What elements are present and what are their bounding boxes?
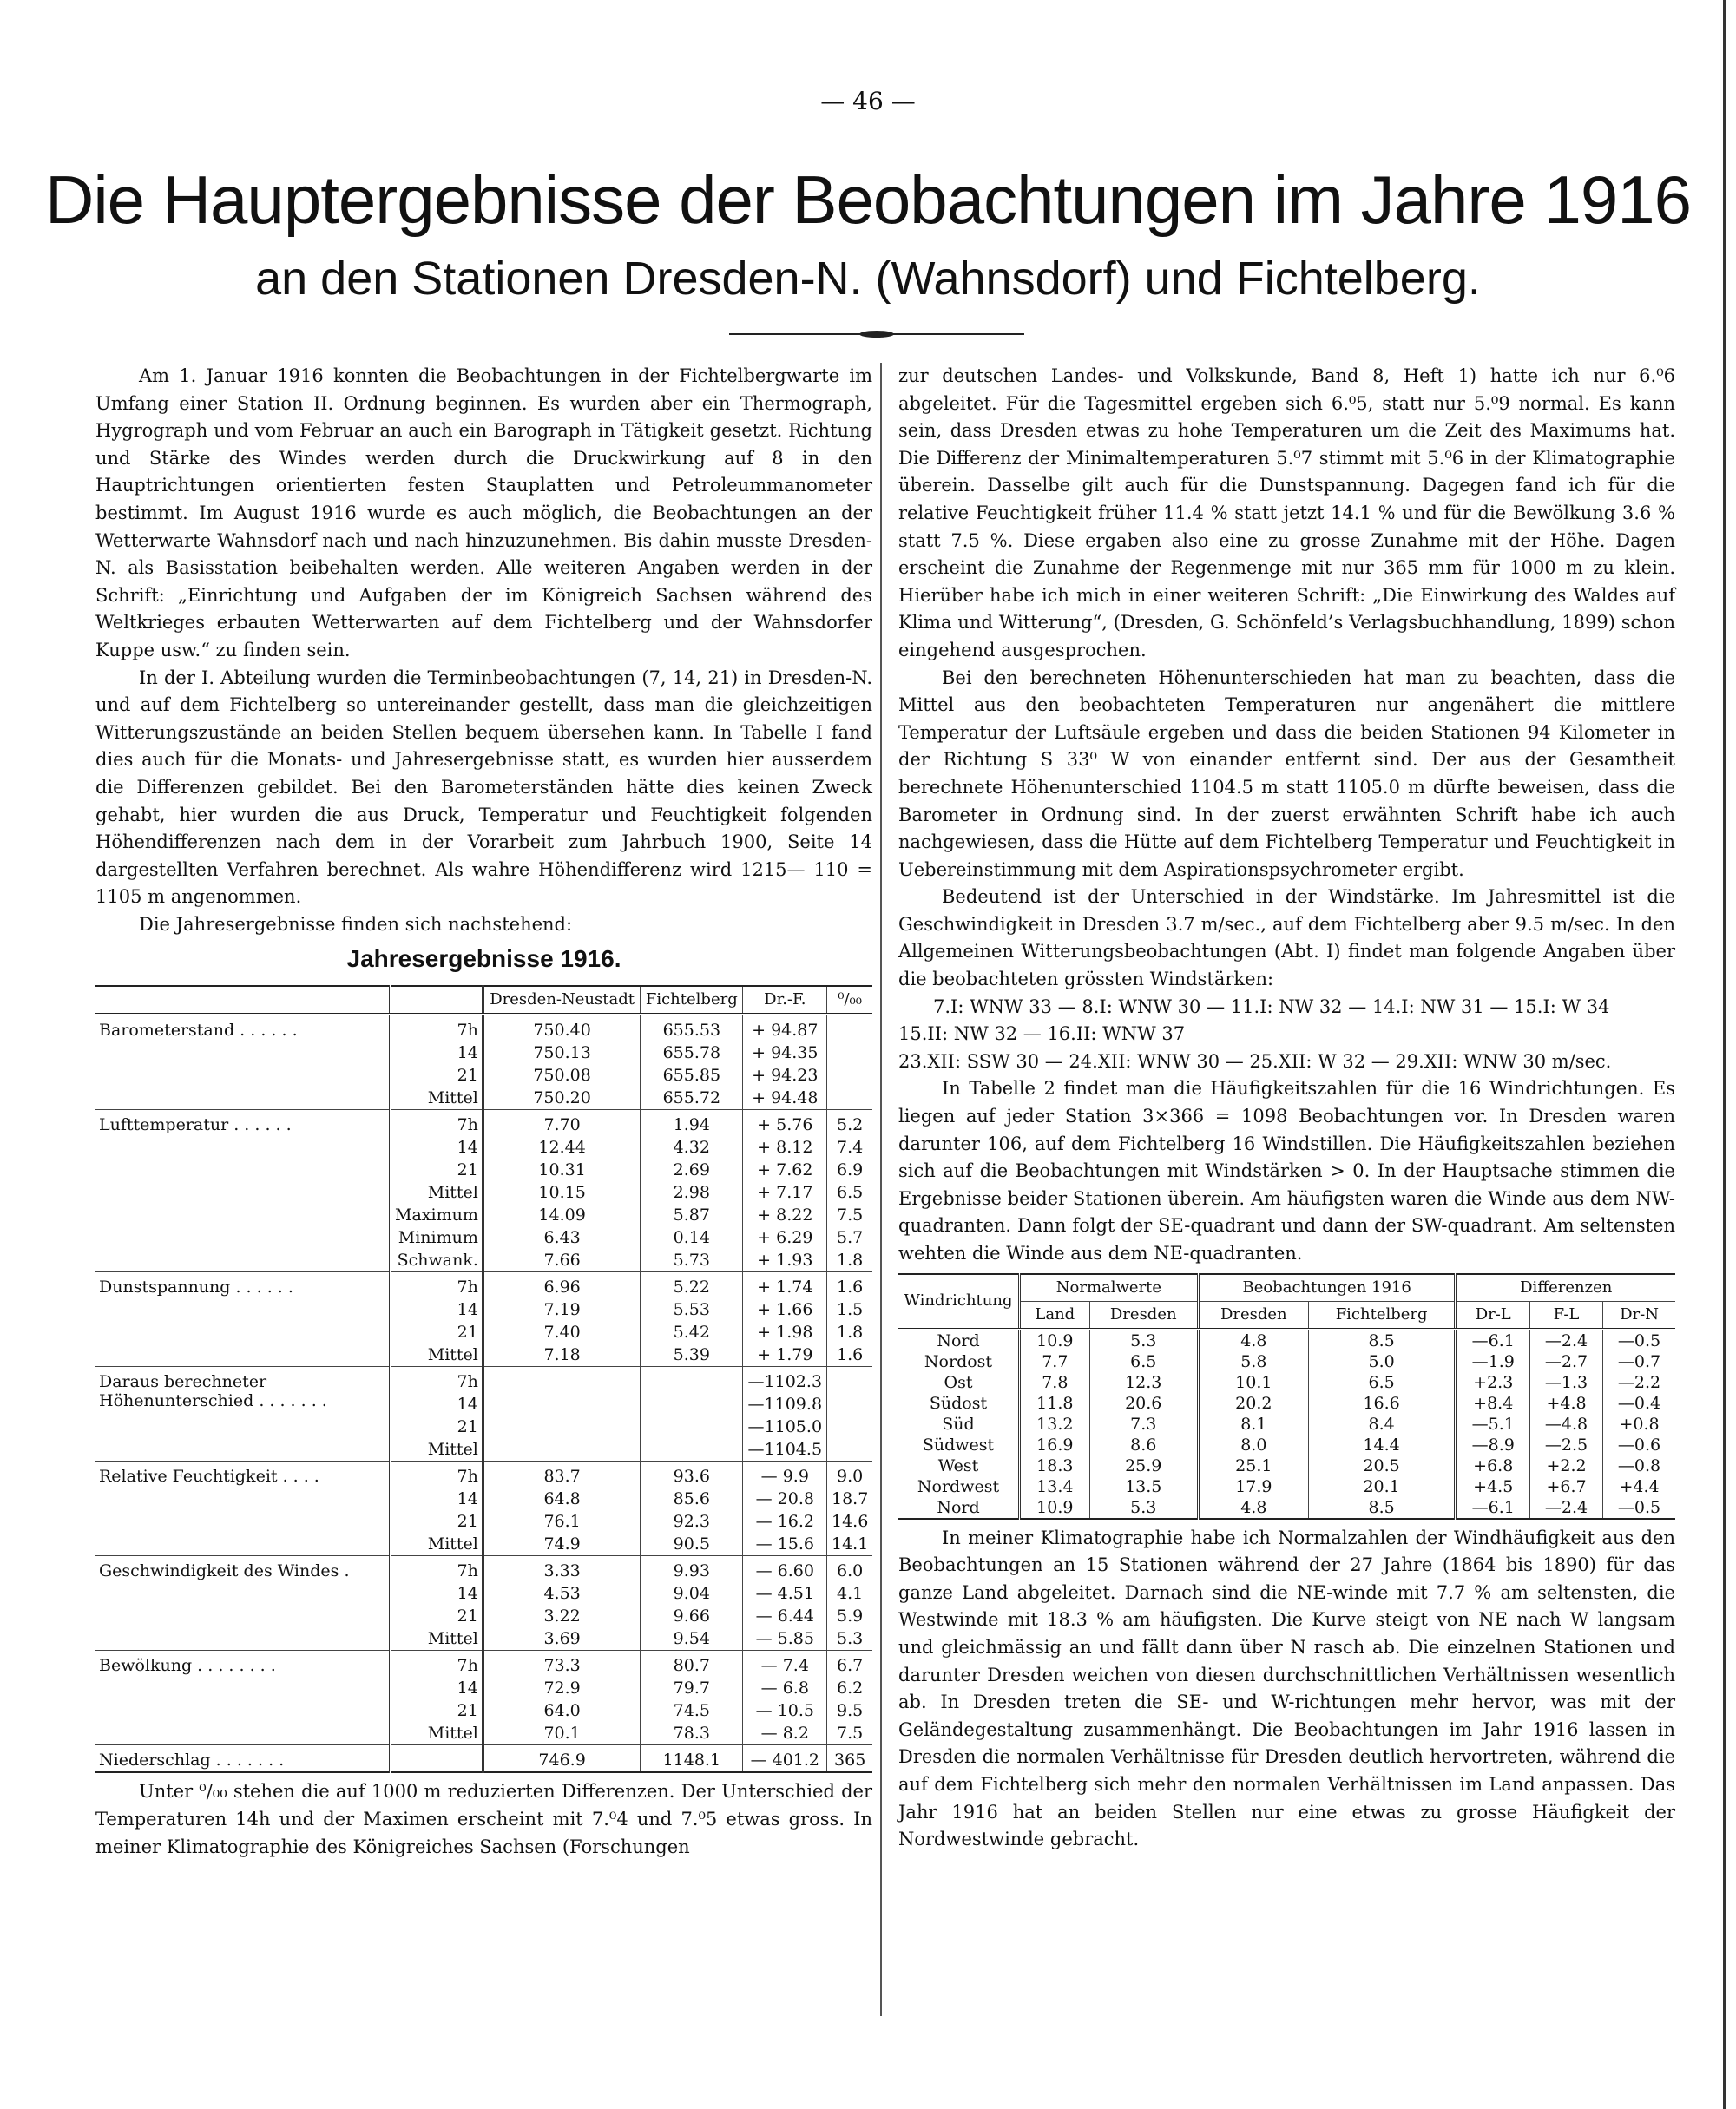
term-cell: 21	[391, 1510, 483, 1533]
table-row	[95, 1556, 872, 1583]
fichtelberg-value: 9.54	[641, 1627, 743, 1651]
permille-value	[827, 1015, 872, 1042]
obs-fichtelberg: 8.4	[1308, 1414, 1456, 1435]
permille-value: 9.0	[827, 1462, 872, 1488]
difference-value: — 6.44	[743, 1605, 827, 1627]
wind-direction: Nordwest	[917, 1476, 1000, 1496]
fichtelberg-value: 2.69	[641, 1159, 743, 1181]
fichtelberg-value: 74.5	[641, 1699, 743, 1722]
term-cell: 7h	[391, 1110, 483, 1137]
obs-fichtelberg: 8.5	[1308, 1497, 1456, 1519]
diff-dr-l: —6.1	[1456, 1329, 1530, 1351]
right-paragraph-5: In meiner Klimatographie habe ich Normalzahlen der Windhäufigkeit aus den Beobachtungen an 15 Stationen während der 27 Jahre (1864 bis 1890) für das ganze Land abgeleitet. Darnach sind die NE-winde mit 7.7 % am seltensten, die Westwinde mit 18.3 % am häufigsten. Die Kurve steigt von NE nach W langsam und gleichmässig an und fällt dann über N rasch ab. Die einzelnen Stationen und darunter Dresden weichen von diesen durchschnittlichen Verhältnissen wesentlich ab. In Dresden treten die SE- und W-richtungen mehr hervor, was mit der Geländegestaltung zusammenhängt. Die Beobachtungen im Jahr 1916 lassen in Dresden die normalen Verhältnisse für Dresden deutlich hervortreten, während die auf dem Fichtelberg sich mehr den normalen Verhältnissen im Land anpassen. Das Jahr 1916 hat an beiden Stellen nur eine etwas zu grosse Häufigkeit der Nordwestwinde gebracht.	[898, 1527, 1675, 1850]
difference-value: — 401.2	[743, 1745, 827, 1773]
dresden-value: 64.8	[483, 1488, 640, 1510]
header-f-l: F-L	[1530, 1301, 1603, 1329]
header-diff: Dr.-F.	[743, 986, 827, 1015]
fichtelberg-value: 9.66	[641, 1605, 743, 1627]
normal-land: 7.8	[1020, 1372, 1090, 1393]
diff-f-l: +4.8	[1530, 1393, 1603, 1414]
diff-f-l: +2.2	[1530, 1455, 1603, 1476]
dresden-value: 12.44	[483, 1136, 640, 1159]
fichtelberg-value: 80.7	[641, 1651, 743, 1678]
term-cell: 14	[391, 1393, 483, 1416]
wind-direction: Südwest	[922, 1435, 995, 1455]
quantity-label: Daraus berechneter Höhenunterschied . . . . . . .	[95, 1367, 391, 1462]
term-cell: 14	[391, 1582, 483, 1605]
column-divider	[880, 363, 882, 2016]
normal-dresden: 12.3	[1089, 1372, 1198, 1393]
dresden-value: 3.33	[483, 1556, 640, 1583]
dresden-value: 10.15	[483, 1181, 640, 1204]
dresden-value	[483, 1393, 640, 1416]
term-cell: Mittel	[391, 1627, 483, 1651]
difference-value: + 1.74	[743, 1272, 827, 1299]
dresden-value: 3.22	[483, 1605, 640, 1627]
table-row	[95, 1651, 872, 1678]
wind-direction: Nordost	[924, 1351, 993, 1371]
difference-value: — 4.51	[743, 1582, 827, 1605]
header-norm-dresden: Dresden	[1089, 1301, 1198, 1329]
normal-land: 18.3	[1020, 1455, 1090, 1476]
quantity-label: Dunstspannung . . . . . .	[95, 1272, 391, 1367]
term-cell: Mittel	[391, 1087, 483, 1110]
dresden-value	[483, 1367, 640, 1394]
dresden-value: 7.18	[483, 1344, 640, 1367]
left-paragraph-2: In der I. Abteilung wurden die Terminbeobachtungen (7, 14, 21) in Dresden-N. und auf dem Fichtelberg so untereinander gestellt, dass man die gleichzeitigen Witterungszustände an beiden Stellen bequem übersehen kann. In Tabelle I fand dies auch für die Monats- und Jahresergebnisse statt, es wurden hier ausserdem die Differenzen gebildet. Bei den Barometerständen hätte dies keinen Zweck gehabt, hier wurden die aus Druck, Temperatur und Feuchtigkeit folgenden Höhendifferenzen nach dem in der Vorarbeit zum Jahrbuch 1900, Seite 14 dargestellten Verfahren berechnet. Als wahre Höhendifferenz wird 1215— 110 = 1105 m angenommen.	[95, 667, 872, 908]
header-obs-fichtelberg: Fichtelberg	[1308, 1301, 1456, 1329]
term-cell: 21	[391, 1321, 483, 1344]
difference-value: — 15.6	[743, 1533, 827, 1556]
table-row	[898, 1435, 1675, 1455]
permille-value	[827, 1087, 872, 1110]
diff-f-l: —4.8	[1530, 1414, 1603, 1435]
dresden-value: 74.9	[483, 1533, 640, 1556]
header-dr-l: Dr-L	[1456, 1301, 1530, 1329]
dresden-value: 6.43	[483, 1226, 640, 1249]
table-row	[95, 1367, 872, 1394]
difference-value: + 7.62	[743, 1159, 827, 1181]
difference-value: + 1.66	[743, 1298, 827, 1321]
dresden-value: 73.3	[483, 1651, 640, 1678]
fichtelberg-value: 85.6	[641, 1488, 743, 1510]
term-cell: 14	[391, 1677, 483, 1699]
dresden-value	[483, 1416, 640, 1438]
page-edge-rule	[1723, 0, 1726, 2109]
permille-value: 1.6	[827, 1272, 872, 1299]
term-cell: Maximum	[391, 1204, 483, 1226]
page-subtitle: an den Stationen Dresden-N. (Wahnsdorf) und Fichtelberg.	[255, 253, 1481, 305]
annual-results-table-title: Jahresergebnisse 1916.	[346, 945, 621, 973]
difference-value: + 5.76	[743, 1110, 827, 1137]
diff-f-l: —2.7	[1530, 1351, 1603, 1372]
header-permille: ⁰/₀₀	[827, 986, 872, 1015]
page-title: Die Hauptergebnisse der Beobachtungen im Jahre 1916	[45, 161, 1691, 238]
header-wind-direction: Windrichtung	[898, 1274, 1020, 1330]
term-cell	[391, 1745, 483, 1773]
quantity-label: Relative Feuchtigkeit . . . .	[95, 1462, 391, 1556]
table-row	[898, 1414, 1675, 1435]
permille-value: 7.5	[827, 1204, 872, 1226]
normal-dresden: 20.6	[1089, 1393, 1198, 1414]
term-cell: 21	[391, 1064, 483, 1087]
permille-value: 1.6	[827, 1344, 872, 1367]
header-dresden: Dresden-Neustadt	[483, 986, 640, 1015]
permille-value	[827, 1416, 872, 1438]
fichtelberg-value: 90.5	[641, 1533, 743, 1556]
diff-dr-n: +4.4	[1603, 1476, 1675, 1497]
obs-fichtelberg: 6.5	[1308, 1372, 1456, 1393]
dresden-value: 750.08	[483, 1064, 640, 1087]
wind-direction: Süd	[942, 1414, 975, 1434]
left-paragraph-4: Unter ⁰/₀₀ stehen die auf 1000 m reduzierten Differenzen. Der Unterschied der Temperaturen 14h und der Maximen erscheint mit 7.⁰4 und 7.⁰5 etwas gross. In meiner Klimatographie des Königreiches Sachsen (Forschungen	[95, 1781, 872, 1857]
difference-value: — 5.85	[743, 1627, 827, 1651]
diff-dr-l: +2.3	[1456, 1372, 1530, 1393]
diff-dr-l: —8.9	[1456, 1435, 1530, 1455]
normal-dresden: 7.3	[1089, 1414, 1198, 1435]
difference-value: + 8.22	[743, 1204, 827, 1226]
permille-value: 9.5	[827, 1699, 872, 1722]
normal-land: 7.7	[1020, 1351, 1090, 1372]
permille-value: 7.5	[827, 1722, 872, 1745]
quantity-label: Geschwindigkeit des Windes .	[95, 1556, 391, 1651]
permille-value	[827, 1041, 872, 1064]
diff-dr-l: —1.9	[1456, 1351, 1530, 1372]
diff-dr-l: +8.4	[1456, 1393, 1530, 1414]
difference-value: — 9.9	[743, 1462, 827, 1488]
fichtelberg-value	[641, 1393, 743, 1416]
table-row	[898, 1329, 1675, 1351]
normal-dresden: 13.5	[1089, 1476, 1198, 1497]
right-paragraph-3: Bedeutend ist der Unterschied in der Windstärke. Im Jahresmittel ist die Geschwindigkeit in Dresden 3.7 m/sec., auf dem Fichtelberg aber 9.5 m/sec. In den Allgemeinen Witterungsbeobachtungen (Abt. I) findet man folgende Angaben über die beobachteten grössten Windstärken:	[898, 886, 1675, 990]
obs-fichtelberg: 5.0	[1308, 1351, 1456, 1372]
difference-value: + 1.93	[743, 1249, 827, 1272]
fichtelberg-value: 2.98	[641, 1181, 743, 1204]
fichtelberg-value: 1.94	[641, 1110, 743, 1137]
difference-value: — 16.2	[743, 1510, 827, 1533]
quantity-label: Barometerstand . . . . . .	[95, 1015, 391, 1110]
obs-fichtelberg: 20.5	[1308, 1455, 1456, 1476]
normal-land: 16.9	[1020, 1435, 1090, 1455]
difference-value: + 94.35	[743, 1041, 827, 1064]
diff-dr-n: —0.7	[1603, 1351, 1675, 1372]
term-cell: 7h	[391, 1462, 483, 1488]
difference-value: + 94.87	[743, 1015, 827, 1042]
term-cell: 7h	[391, 1367, 483, 1394]
fichtelberg-value	[641, 1438, 743, 1462]
dresden-value	[483, 1438, 640, 1462]
wind-direction: Südost	[929, 1393, 988, 1413]
difference-value: — 6.60	[743, 1556, 827, 1583]
wind-frequency-body	[898, 1329, 1675, 1519]
table-row	[898, 1476, 1675, 1497]
dresden-value: 83.7	[483, 1462, 640, 1488]
dresden-value: 72.9	[483, 1677, 640, 1699]
obs-dresden: 20.2	[1198, 1393, 1308, 1414]
fichtelberg-value: 5.22	[641, 1272, 743, 1299]
permille-value: 5.7	[827, 1226, 872, 1249]
diff-f-l: +6.7	[1530, 1476, 1603, 1497]
obs-dresden: 4.8	[1198, 1497, 1308, 1519]
permille-value: 365	[827, 1745, 872, 1773]
wind-maxima-line-2: 15.II: NW 32 — 16.II: WNW 37	[898, 1023, 1186, 1045]
permille-value: 14.1	[827, 1533, 872, 1556]
table-row	[95, 1015, 872, 1042]
permille-value: 18.7	[827, 1488, 872, 1510]
permille-value: 1.5	[827, 1298, 872, 1321]
fichtelberg-value: 9.93	[641, 1556, 743, 1583]
diff-dr-n: —2.2	[1603, 1372, 1675, 1393]
right-paragraph-4: In Tabelle 2 findet man die Häufigkeitszahlen für die 16 Windrichtungen. Es liegen auf jeder Station 3×366 = 1098 Beobachtungen vor. In Dresden waren darunter 106, auf dem Fichtelberg 16 Windstillen. Die Häufigkeitszahlen beziehen sich auf die Beobachtungen mit Windstärken > 0. In der Hauptsache stimmen die Ergebnisse beider Stationen überein. Am häufigsten waren die Winde aus dem NW-quadranten. Dann folgt der SE-quadrant und dann der SW-quadrant. Am seltensten wehten die Winde aus dem NE-quadranten.	[898, 1078, 1675, 1264]
wind-maxima-line-3: 23.XII: SSW 30 — 24.XII: WNW 30 — 25.XII: W 32 — 29.XII: WNW 30 m/sec.	[898, 1050, 1612, 1072]
header-fichtelberg: Fichtelberg	[641, 986, 743, 1015]
dresden-value: 10.31	[483, 1159, 640, 1181]
term-cell: 21	[391, 1159, 483, 1181]
permille-value: 6.5	[827, 1181, 872, 1204]
difference-value: — 20.8	[743, 1488, 827, 1510]
fichtelberg-value: 79.7	[641, 1677, 743, 1699]
difference-value: — 8.2	[743, 1722, 827, 1745]
obs-fichtelberg: 20.1	[1308, 1476, 1456, 1497]
dresden-value: 7.70	[483, 1110, 640, 1137]
difference-value: — 6.8	[743, 1677, 827, 1699]
wind-direction: Ost	[944, 1372, 973, 1392]
annual-results-table	[95, 985, 872, 1773]
fichtelberg-value: 92.3	[641, 1510, 743, 1533]
diff-dr-l: —5.1	[1456, 1414, 1530, 1435]
header-land: Land	[1020, 1301, 1090, 1329]
header-obs-dresden: Dresden	[1198, 1301, 1308, 1329]
permille-value: 14.6	[827, 1510, 872, 1533]
diff-f-l: —2.5	[1530, 1435, 1603, 1455]
right-column	[898, 363, 1675, 1854]
term-cell: 14	[391, 1488, 483, 1510]
fichtelberg-value: 0.14	[641, 1226, 743, 1249]
permille-value	[827, 1393, 872, 1416]
dresden-value: 7.19	[483, 1298, 640, 1321]
left-paragraph-1: Am 1. Januar 1916 konnten die Beobachtungen in der Fichtelbergwarte im Umfang einer Station II. Ordnung beginnen. Es wurden aber ein Thermograph, Hygrograph und vom Februar an auch ein Barograph in Tätigkeit gesetzt. Richtung und Stärke des Windes werden durch die Druckwirkung auf 8 in den Hauptrichtungen orientierten festen Stauplatten und Petroleummanometer bestimmt. Im August 1916 wurde es auch möglich, die Beobachtungen an der Wetterwarte Wahnsdorf nach und nach hinzuzunehmen. Bis dahin musste Dresden-N. als Basisstation beibehalten werden. Alle weiteren Angaben werden in der Schrift: „Einrichtung und Aufgaben der im Königreich Sachsen während des Weltkrieges erbauten Wetterwarten auf dem Fichtelberg und der Wahnsdorfer Kuppe usw.“ zu finden sein.	[95, 365, 872, 660]
table-row	[95, 1462, 872, 1488]
header-observations-1916: Beobachtungen 1916	[1198, 1274, 1456, 1302]
fichtelberg-value: 5.87	[641, 1204, 743, 1226]
normal-dresden: 5.3	[1089, 1329, 1198, 1351]
normal-land: 13.2	[1020, 1414, 1090, 1435]
dresden-value: 750.13	[483, 1041, 640, 1064]
fichtelberg-value: 9.04	[641, 1582, 743, 1605]
quantity-label: Lufttemperatur . . . . . .	[95, 1110, 391, 1272]
diff-dr-n: —0.5	[1603, 1329, 1675, 1351]
dresden-value: 3.69	[483, 1627, 640, 1651]
dresden-value: 64.0	[483, 1699, 640, 1722]
term-cell: Mittel	[391, 1533, 483, 1556]
wind-direction: Nord	[937, 1497, 980, 1517]
fichtelberg-value: 5.42	[641, 1321, 743, 1344]
permille-value: 1.8	[827, 1321, 872, 1344]
difference-value: —1104.5	[743, 1438, 827, 1462]
title-ornament	[729, 333, 1024, 338]
permille-value	[827, 1438, 872, 1462]
fichtelberg-value: 1148.1	[641, 1745, 743, 1773]
difference-value: + 6.29	[743, 1226, 827, 1249]
dresden-value: 7.40	[483, 1321, 640, 1344]
term-cell: Mittel	[391, 1181, 483, 1204]
term-cell: Mittel	[391, 1722, 483, 1745]
dresden-value: 70.1	[483, 1722, 640, 1745]
fichtelberg-value: 5.39	[641, 1344, 743, 1367]
fichtelberg-value: 4.32	[641, 1136, 743, 1159]
wind-direction: West	[937, 1455, 979, 1475]
table-row	[898, 1497, 1675, 1519]
dresden-value: 4.53	[483, 1582, 640, 1605]
term-cell: 21	[391, 1416, 483, 1438]
header-normal-values: Normalwerte	[1020, 1274, 1199, 1302]
right-paragraph-1: zur deutschen Landes- und Volkskunde, Band 8, Heft 1) hatte ich nur 6.⁰6 abgeleitet. Für die Tagesmittel ergeben sich 6.⁰5, statt nur 5.⁰9 normal. Es kann sein, dass Dresden etwas zu hohe Temperaturen um die Zeit des Maximums hat. Die Differenz der Minimaltemperaturen 5.⁰7 stimmt mit 5.⁰6 in der Klimatographie überein. Dasselbe gilt auch für die Dunstspannung. Dagegen fand ich für die relative Feuchtigkeit früher 11.4 % statt jetzt 14.1 % und für die Bewölkung 3.6 % statt 7.5 %. Diese ergaben also eine zu grosse Zunahme mit der Höhe. Dagen erscheint die Zunahme der Regenmenge mit nur 365 mm für 1000 m zu klein. Hierüber habe ich mich in einer weiteren Schrift: „Die Einwirkung des Waldes auf Klima und Witterung“, (Dresden, G. Schönfeld’s Verlagsbuchhandlung, 1899) schon eingehend ausgesprochen.	[898, 365, 1675, 660]
obs-dresden: 8.0	[1198, 1435, 1308, 1455]
normal-dresden: 6.5	[1089, 1351, 1198, 1372]
permille-value: 1.8	[827, 1249, 872, 1272]
term-cell: 7h	[391, 1651, 483, 1678]
diff-dr-n: —0.8	[1603, 1455, 1675, 1476]
fichtelberg-value	[641, 1367, 743, 1394]
obs-dresden: 25.1	[1198, 1455, 1308, 1476]
term-cell: 14	[391, 1298, 483, 1321]
table-row	[898, 1351, 1675, 1372]
term-cell: 7h	[391, 1272, 483, 1299]
diff-f-l: —2.4	[1530, 1497, 1603, 1519]
header-dr-n: Dr-N	[1603, 1301, 1675, 1329]
fichtelberg-value: 655.78	[641, 1041, 743, 1064]
fichtelberg-value	[641, 1416, 743, 1438]
wind-frequency-table	[898, 1273, 1675, 1520]
term-cell: Schwank.	[391, 1249, 483, 1272]
annual-results-body	[95, 1015, 872, 1773]
permille-value: 6.0	[827, 1556, 872, 1583]
permille-value: 5.3	[827, 1627, 872, 1651]
normal-land: 10.9	[1020, 1497, 1090, 1519]
normal-land: 10.9	[1020, 1329, 1090, 1351]
obs-fichtelberg: 14.4	[1308, 1435, 1456, 1455]
obs-fichtelberg: 8.5	[1308, 1329, 1456, 1351]
left-column	[95, 363, 872, 1861]
left-paragraph-3: Die Jahresergebnisse finden sich nachstehend:	[139, 913, 573, 935]
table-row	[95, 1110, 872, 1137]
difference-value: + 8.12	[743, 1136, 827, 1159]
permille-value: 7.4	[827, 1136, 872, 1159]
term-cell: 14	[391, 1041, 483, 1064]
right-paragraph-2: Bei den berechneten Höhenunterschieden hat man zu beachten, dass die Mittel aus den beobachteten Temperaturen nur angenähert die mittlere Temperatur der Luftsäule ergeben und dass die beiden Stationen 94 Kilometer in der Richtung S 33⁰ W von einander entfernt sind. Der aus der Gesamtheit berechnete Höhenunterschied 1104.5 m statt 1105.0 m dürfte beweisen, dass die Barometer in Ordnung sind. In der zuerst erwähnten Schrift habe ich auch nachgewiesen, dass die Hütte auf dem Fichtelberg Temperatur und Feuchtigkeit in Uebereinstimmung mit dem Aspirationspsychrometer ergibt.	[898, 667, 1675, 880]
obs-dresden: 10.1	[1198, 1372, 1308, 1393]
difference-value: — 10.5	[743, 1699, 827, 1722]
permille-value: 6.9	[827, 1159, 872, 1181]
diff-f-l: —2.4	[1530, 1329, 1603, 1351]
term-cell: Mittel	[391, 1438, 483, 1462]
header-term	[391, 986, 483, 1015]
normal-dresden: 8.6	[1089, 1435, 1198, 1455]
dresden-value: 6.96	[483, 1272, 640, 1299]
dresden-value: 76.1	[483, 1510, 640, 1533]
fichtelberg-value: 78.3	[641, 1722, 743, 1745]
difference-value: —1109.8	[743, 1393, 827, 1416]
difference-value: + 94.48	[743, 1087, 827, 1110]
obs-dresden: 8.1	[1198, 1414, 1308, 1435]
quantity-label: Niederschlag . . . . . . .	[95, 1745, 391, 1773]
dresden-value: 746.9	[483, 1745, 640, 1773]
term-cell: 7h	[391, 1556, 483, 1583]
fichtelberg-value: 5.73	[641, 1249, 743, 1272]
term-cell: Mittel	[391, 1344, 483, 1367]
header-empty	[95, 986, 391, 1015]
normal-dresden: 25.9	[1089, 1455, 1198, 1476]
normal-land: 13.4	[1020, 1476, 1090, 1497]
wind-maxima-line-1: 7.I: WNW 33 — 8.I: WNW 30 — 11.I: NW 32 — 14.I: NW 31 — 15.I: W 34	[933, 995, 1610, 1017]
dresden-value: 750.20	[483, 1087, 640, 1110]
wind-direction: Nord	[937, 1330, 980, 1350]
fichtelberg-value: 655.53	[641, 1015, 743, 1042]
term-cell: 21	[391, 1605, 483, 1627]
table-row	[898, 1393, 1675, 1414]
table-row	[95, 1745, 872, 1773]
fichtelberg-value: 655.72	[641, 1087, 743, 1110]
term-cell: 7h	[391, 1015, 483, 1042]
difference-value: + 7.17	[743, 1181, 827, 1204]
fichtelberg-value: 655.85	[641, 1064, 743, 1087]
diff-dr-n: —0.5	[1603, 1497, 1675, 1519]
normal-dresden: 5.3	[1089, 1497, 1198, 1519]
header-differences: Differenzen	[1456, 1274, 1675, 1302]
diff-dr-n: +0.8	[1603, 1414, 1675, 1435]
difference-value: + 1.98	[743, 1321, 827, 1344]
table-row	[898, 1455, 1675, 1476]
term-cell: 21	[391, 1699, 483, 1722]
permille-value: 6.2	[827, 1677, 872, 1699]
permille-value: 5.9	[827, 1605, 872, 1627]
table-row	[95, 1272, 872, 1299]
dresden-value: 7.66	[483, 1249, 640, 1272]
table-row	[898, 1372, 1675, 1393]
term-cell: 14	[391, 1136, 483, 1159]
difference-value: + 1.79	[743, 1344, 827, 1367]
permille-value	[827, 1367, 872, 1394]
obs-dresden: 5.8	[1198, 1351, 1308, 1372]
permille-value: 4.1	[827, 1582, 872, 1605]
permille-value: 5.2	[827, 1110, 872, 1137]
permille-value: 6.7	[827, 1651, 872, 1678]
diff-f-l: —1.3	[1530, 1372, 1603, 1393]
diff-dr-l: +6.8	[1456, 1455, 1530, 1476]
page-number: — 46 —	[820, 87, 916, 115]
dresden-value: 14.09	[483, 1204, 640, 1226]
term-cell: Minimum	[391, 1226, 483, 1249]
diff-dr-l: +4.5	[1456, 1476, 1530, 1497]
obs-dresden: 17.9	[1198, 1476, 1308, 1497]
difference-value: + 94.23	[743, 1064, 827, 1087]
fichtelberg-value: 5.53	[641, 1298, 743, 1321]
difference-value: —1102.3	[743, 1367, 827, 1394]
obs-fichtelberg: 16.6	[1308, 1393, 1456, 1414]
difference-value: —1105.0	[743, 1416, 827, 1438]
normal-land: 11.8	[1020, 1393, 1090, 1414]
obs-dresden: 4.8	[1198, 1329, 1308, 1351]
permille-value	[827, 1064, 872, 1087]
diff-dr-l: —6.1	[1456, 1497, 1530, 1519]
fichtelberg-value: 93.6	[641, 1462, 743, 1488]
dresden-value: 750.40	[483, 1015, 640, 1042]
quantity-label: Bewölkung . . . . . . . .	[95, 1651, 391, 1745]
diff-dr-n: —0.6	[1603, 1435, 1675, 1455]
difference-value: — 7.4	[743, 1651, 827, 1678]
diff-dr-n: —0.4	[1603, 1393, 1675, 1414]
